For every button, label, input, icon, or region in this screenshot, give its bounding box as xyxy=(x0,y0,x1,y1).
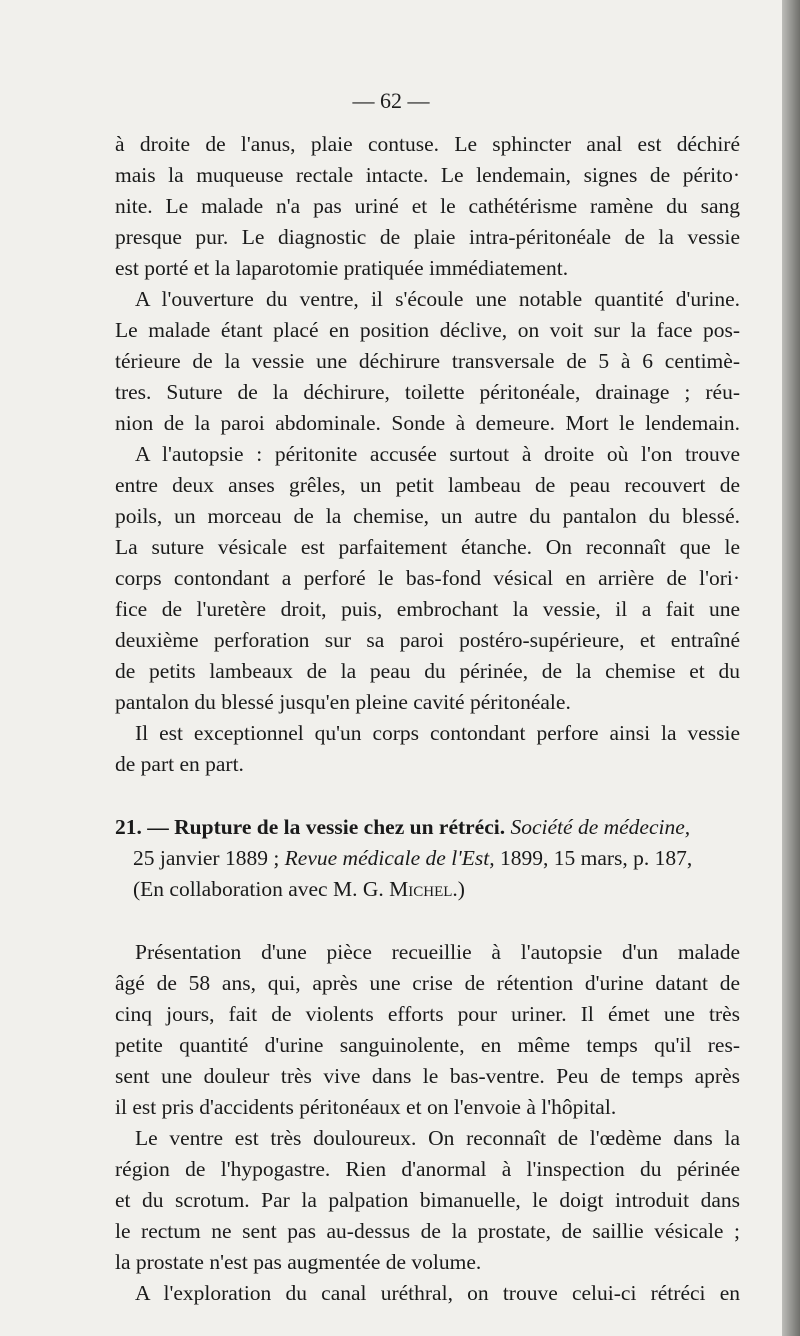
text-line: petite quantité d'urine sanguinolente, en même temps qu'il res- xyxy=(115,1033,740,1057)
collab-suffix: ) xyxy=(457,877,465,901)
text-line: poils, un morceau de la chemise, un autre du pantalon du blessé. xyxy=(115,504,740,528)
entry-dash: — xyxy=(147,815,169,839)
text-line: région de l'hypogastre. Rien d'anormal à l'inspection du périnée xyxy=(115,1157,740,1181)
text-line: corps contondant a perforé le bas-fond vésical en arrière de l'ori· xyxy=(115,566,740,590)
page-number: — 62 — xyxy=(352,88,430,113)
entry-heading xyxy=(115,812,690,842)
text-line: et du scrotum. Par la palpation bimanuelle, le doigt introduit dans xyxy=(115,1188,740,1212)
text-line: Présentation d'une pièce recueillie à l'autopsie d'un malade xyxy=(135,940,740,964)
text-line: pantalon du blessé jusqu'en pleine cavité péritonéale. xyxy=(115,690,571,714)
entry-collaboration xyxy=(133,874,465,904)
entry-date-end: 1899, 15 mars, p. 187, xyxy=(500,846,693,870)
text-line: mais la muqueuse rectale intacte. Le lendemain, signes de périto· xyxy=(115,163,740,187)
entry-date: 25 janvier 1889 ; xyxy=(133,846,280,870)
text-line: de petits lambeaux de la peau du périnée, de la chemise et du xyxy=(115,659,740,683)
text-line: deuxième perforation sur sa paroi postéro-supérieure, et entraîné xyxy=(115,628,740,652)
text-line: la prostate n'est pas augmentée de volume. xyxy=(115,1250,482,1274)
text-line: presque pur. Le diagnostic de plaie intra-péritonéale de la vessie xyxy=(115,225,740,249)
text-line: cinq jours, fait de violents efforts pour uriner. Il émet une très xyxy=(115,1002,740,1026)
entry-reference xyxy=(133,843,692,873)
text-line: tres. Suture de la déchirure, toilette péritonéale, drainage ; réu- xyxy=(115,380,740,404)
entry-title: Rupture de la vessie chez un rétréci. xyxy=(174,815,506,839)
collab-name: M. G. Michel. xyxy=(332,877,458,901)
text-line: sent une douleur très vive dans le bas-ventre. Peu de temps après xyxy=(115,1064,740,1088)
text-line: Le malade étant placé en position déclive, on voit sur la face pos- xyxy=(115,318,740,342)
text-line: nion de la paroi abdominale. Sonde à demeure. Mort le lendemain. xyxy=(115,411,740,435)
text-line: entre deux anses grêles, un petit lambeau de peau recouvert de xyxy=(115,473,740,497)
entry-number: 21. xyxy=(115,815,142,839)
text-line: La suture vésicale est parfaitement étanche. On reconnaît que le xyxy=(115,535,740,559)
text-line: A l'exploration du canal uréthral, on trouve celui-ci rétréci en xyxy=(135,1281,740,1305)
entry-society: Société de médecine, xyxy=(510,815,691,839)
text-line: A l'autopsie : péritonite accusée surtout à droite où l'on trouve xyxy=(135,442,740,466)
text-line: Le ventre est très douloureux. On reconnaît de l'œdème dans la xyxy=(135,1126,740,1150)
entry-journal: Revue médicale de l'Est, xyxy=(284,846,495,870)
text-line: âgé de 58 ans, qui, après une crise de rétention d'urine datant de xyxy=(115,971,740,995)
text-line: Il est exceptionnel qu'un corps contondant perfore ainsi la vessie xyxy=(135,721,740,745)
text-line: térieure de la vessie une déchirure transversale de 5 à 6 centimè- xyxy=(115,349,740,373)
text-line: à droite de l'anus, plaie contuse. Le sphincter anal est déchiré xyxy=(115,132,740,156)
text-line: A l'ouverture du ventre, il s'écoule une notable quantité d'urine. xyxy=(135,287,740,311)
collab-prefix: (En collaboration avec xyxy=(133,877,328,901)
text-line: fice de l'uretère droit, puis, embrochant la vessie, il a fait une xyxy=(115,597,740,621)
text-line: est porté et la laparotomie pratiquée immédiatement. xyxy=(115,256,569,280)
text-line: il est pris d'accidents péritonéaux et on l'envoie à l'hôpital. xyxy=(115,1095,617,1119)
page-edge-shadow xyxy=(782,0,800,1336)
text-line: le rectum ne sent pas au-dessus de la prostate, de saillie vésicale ; xyxy=(115,1219,740,1243)
text-line: de part en part. xyxy=(115,752,244,776)
text-line: nite. Le malade n'a pas uriné et le cathétérisme ramène du sang xyxy=(115,194,740,218)
